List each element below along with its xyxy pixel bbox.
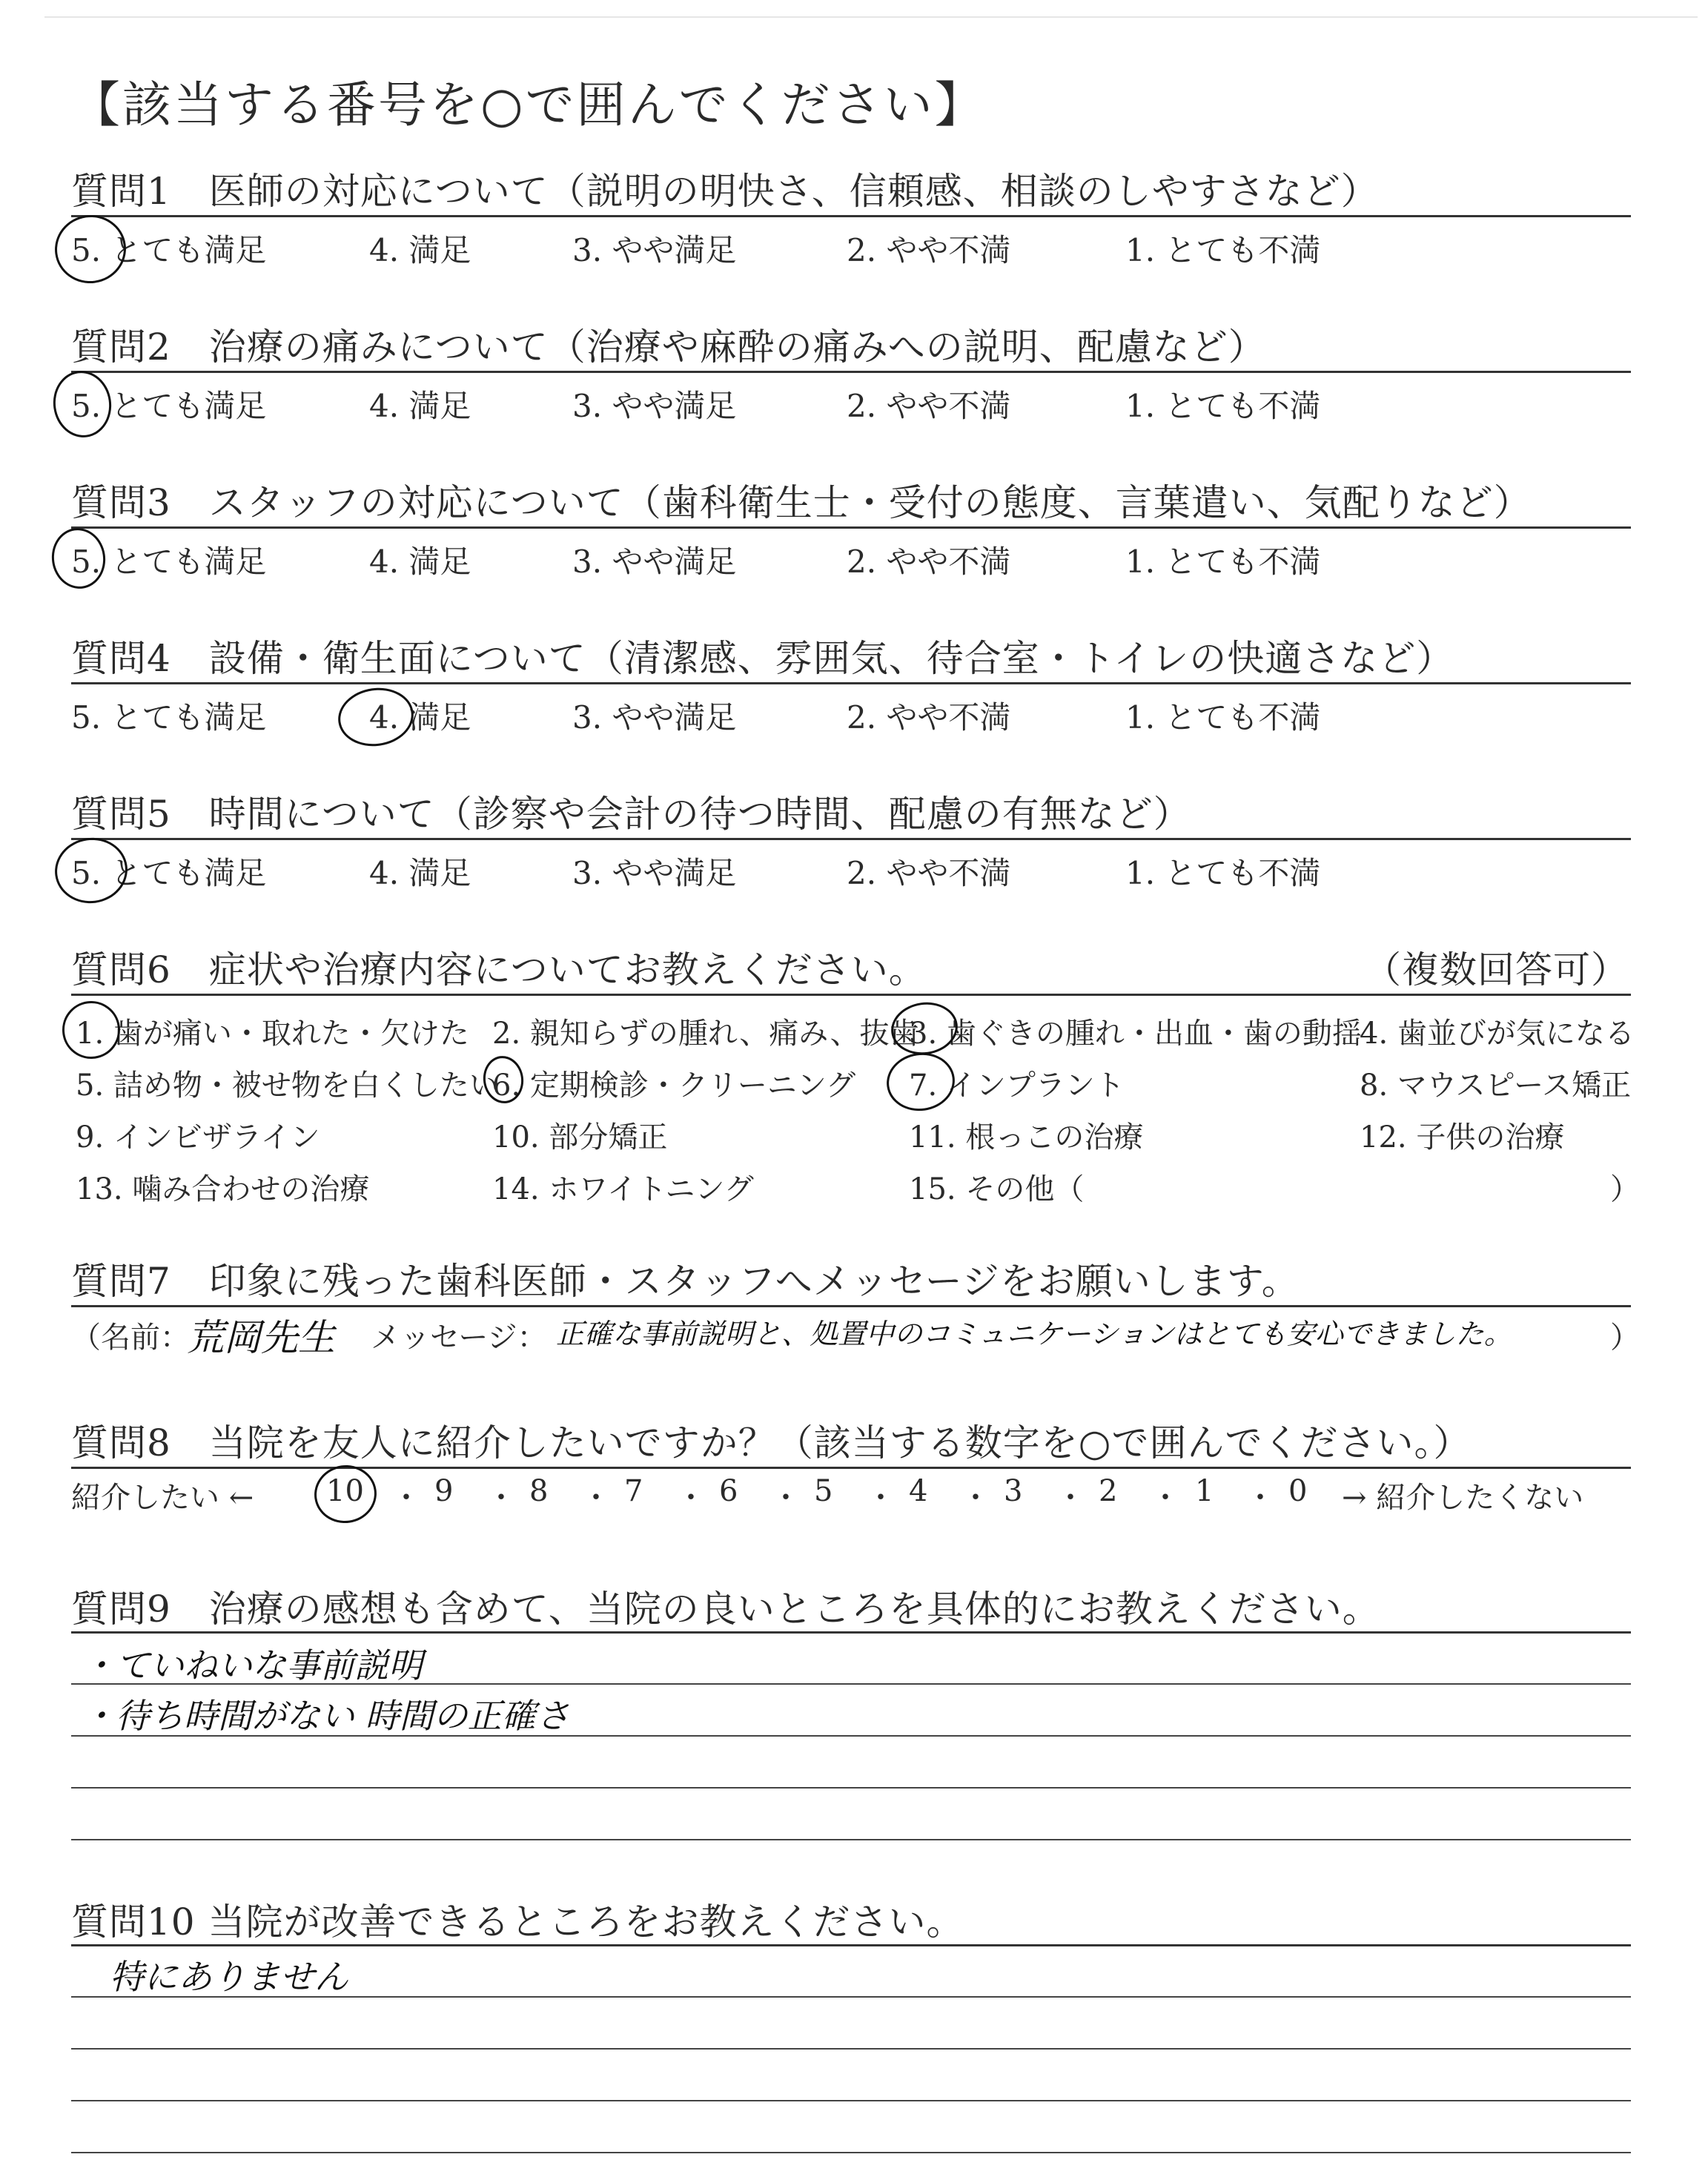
q8-separator-dot: ・	[486, 1481, 516, 1515]
question-1-rule	[71, 215, 1631, 217]
q8-scale-10[interactable]: 10	[326, 1474, 364, 1508]
q3-option-3[interactable]: 3. やや満足	[572, 544, 737, 580]
q6-option-9[interactable]: 9. インビザライン	[76, 1120, 320, 1155]
q7-message-value[interactable]: 正確な事前説明と、処置中のコミュニケーションはとても安心できました。	[556, 1318, 1512, 1350]
q8-scale-6[interactable]: 6	[719, 1474, 738, 1508]
q8-scale-4[interactable]: 4	[909, 1474, 928, 1508]
q6-option-3[interactable]: 3. 歯ぐきの腫れ・出血・歯の動揺	[909, 1017, 1362, 1051]
q8-separator-dot: ・	[866, 1481, 896, 1515]
question-4-rule	[71, 682, 1631, 684]
q8-scale-7[interactable]: 7	[624, 1474, 643, 1508]
q8-scale-0[interactable]: 0	[1288, 1474, 1308, 1508]
question-3-label: 質問3 スタッフの対応について（歯科衛生士・受付の態度、言葉遣い、気配りなど）	[71, 481, 1532, 524]
question-6-label: 質問6 症状や治療内容についてお教えください。	[71, 948, 927, 991]
q10-line	[71, 2152, 1631, 2153]
q8-left-label: 紹介したい ←	[71, 1481, 254, 1515]
q4-option-5[interactable]: 5. とても満足	[71, 699, 267, 736]
q1-option-1[interactable]: 1. とても不満	[1125, 232, 1321, 268]
q6-option-14[interactable]: 14. ホワイトニング	[492, 1172, 754, 1206]
q8-scale-5[interactable]: 5	[814, 1474, 833, 1508]
q8-separator-dot: ・	[1151, 1481, 1180, 1515]
question-2-rule	[71, 371, 1631, 373]
q6-other-close: ）	[1610, 1172, 1640, 1206]
q4-option-2[interactable]: 2. やや不満	[847, 699, 1011, 736]
q8-separator-dot: ・	[391, 1481, 421, 1515]
q8-right-label: → 紹介したくない	[1342, 1481, 1584, 1515]
q10-answer-1[interactable]: 特にありません	[110, 1957, 348, 1997]
question-4-label: 質問4 設備・衛生面について（清潔感、雰囲気、待合室・トイレの快適さなど）	[71, 637, 1454, 680]
q5-option-5[interactable]: 5. とても満足	[71, 855, 267, 891]
q8-separator-dot: ・	[1245, 1481, 1275, 1515]
q6-option-1[interactable]: 1. 歯が痛い・取れた・欠けた	[76, 1017, 469, 1051]
q6-option-10[interactable]: 10. 部分矯正	[492, 1120, 668, 1155]
question-5-label: 質問5 時間について（診察や会計の待つ時間、配慮の有無など）	[71, 793, 1191, 836]
q2-selection-circle	[49, 367, 116, 441]
q3-option-4[interactable]: 4. 満足	[369, 544, 471, 580]
q5-option-4[interactable]: 4. 満足	[369, 855, 471, 891]
q8-separator-dot: ・	[771, 1481, 801, 1515]
top-edge-rule	[44, 16, 1698, 18]
q8-separator-dot: ・	[581, 1481, 611, 1515]
q9-line	[71, 1787, 1631, 1789]
q7-close-paren: ）	[1610, 1321, 1640, 1355]
q6-option-15[interactable]: 15. その他（	[909, 1172, 1085, 1206]
q6-option-4[interactable]: 4. 歯並びが気になる	[1360, 1017, 1635, 1051]
q3-option-2[interactable]: 2. やや不満	[847, 544, 1011, 580]
q1-option-2[interactable]: 2. やや不満	[847, 232, 1011, 268]
q2-option-2[interactable]: 2. やや不満	[847, 388, 1011, 424]
q1-option-3[interactable]: 3. やや満足	[572, 232, 737, 268]
q8-separator-dot: ・	[1056, 1481, 1085, 1515]
q9-answer-2[interactable]: ・待ち時間がない 時間の正確さ	[82, 1696, 570, 1736]
q4-option-1[interactable]: 1. とても不満	[1125, 699, 1321, 736]
question-9-label: 質問9 治療の感想も含めて、当院の良いところを具体的にお教えください。	[71, 1588, 1380, 1631]
q5-option-1[interactable]: 1. とても不満	[1125, 855, 1321, 891]
q4-option-3[interactable]: 3. やや満足	[572, 699, 737, 736]
q8-scale-3[interactable]: 3	[1004, 1474, 1023, 1508]
q9-line	[71, 1839, 1631, 1840]
q1-option-4[interactable]: 4. 満足	[369, 232, 471, 268]
question-7-label: 質問7 印象に残った歯科医師・スタッフへメッセージをお願いします。	[71, 1260, 1300, 1303]
q6-option-7[interactable]: 7. インプラント	[909, 1069, 1125, 1103]
q2-option-1[interactable]: 1. とても不満	[1125, 388, 1321, 424]
q7-name-value[interactable]: 荒岡先生	[187, 1316, 335, 1359]
q6-option-5[interactable]: 5. 詰め物・被せ物を白くしたい	[76, 1069, 499, 1103]
q6-option-11[interactable]: 11. 根っこの治療	[909, 1120, 1144, 1155]
q3-option-1[interactable]: 1. とても不満	[1125, 544, 1321, 580]
question-10-rule	[71, 1944, 1631, 1946]
q8-scale-2[interactable]: 2	[1099, 1474, 1118, 1508]
q2-option-5[interactable]: 5. とても満足	[71, 388, 267, 424]
q8-selection-circle	[311, 1462, 380, 1527]
q6-option-13[interactable]: 13. 噛み合わせの治療	[76, 1172, 370, 1206]
question-1-label: 質問1 医師の対応について（説明の明快さ、信頼感、相談のしやすさなど）	[71, 170, 1379, 213]
q3-option-5[interactable]: 5. とても満足	[71, 544, 267, 580]
q2-option-4[interactable]: 4. 満足	[369, 388, 471, 424]
question-7-rule	[71, 1305, 1631, 1307]
q6-option-12[interactable]: 12. 子供の治療	[1360, 1120, 1565, 1155]
q8-scale-9[interactable]: 9	[434, 1474, 454, 1508]
question-10-label: 質問10 当院が改善できるところをお教えください。	[71, 1900, 964, 1943]
q10-line	[71, 2048, 1631, 2050]
q9-answer-1[interactable]: ・ていねいな事前説明	[82, 1645, 423, 1685]
q1-selection-circle	[50, 211, 130, 288]
q6-option-2[interactable]: 2. 親知らずの腫れ、痛み、抜歯	[492, 1017, 919, 1051]
q2-option-3[interactable]: 3. やや満足	[572, 388, 737, 424]
question-8-rule	[71, 1467, 1631, 1469]
form-title: 【該当する番号を○で囲んでください】	[71, 76, 986, 133]
question-2-label: 質問2 治療の痛みについて（治療や麻酔の痛みへの説明、配慮など）	[71, 326, 1266, 369]
q6-option-1-circle	[59, 997, 124, 1063]
question-9-rule	[71, 1631, 1631, 1634]
q10-line	[71, 2100, 1631, 2101]
q8-scale-1[interactable]: 1	[1195, 1474, 1214, 1508]
question-3-rule	[71, 526, 1631, 529]
question-6-rule	[71, 994, 1631, 996]
q5-option-2[interactable]: 2. やや不満	[847, 855, 1011, 891]
q5-option-3[interactable]: 3. やや満足	[572, 855, 737, 891]
q6-option-7-circle	[883, 1048, 959, 1115]
q6-option-6[interactable]: 6. 定期検診・クリーニング	[492, 1069, 856, 1103]
q8-separator-dot: ・	[961, 1481, 990, 1515]
q1-option-5[interactable]: 5. とても満足	[71, 232, 267, 268]
question-8-label: 質問8 当院を友人に紹介したいですか？（該当する数字を○で囲んでください。）	[71, 1421, 1472, 1464]
q7-message-label: メッセージ：	[371, 1321, 547, 1355]
question-6-note: （複数回答可）	[1364, 948, 1629, 991]
q7-name-label: （名前：	[71, 1321, 190, 1355]
question-5-rule	[71, 838, 1631, 840]
q4-option-4[interactable]: 4. 満足	[369, 699, 471, 736]
q8-separator-dot: ・	[676, 1481, 706, 1515]
q6-option-8[interactable]: 8. マウスピース矯正	[1360, 1069, 1632, 1103]
q5-selection-circle	[50, 833, 131, 908]
q8-scale-8[interactable]: 8	[529, 1474, 549, 1508]
